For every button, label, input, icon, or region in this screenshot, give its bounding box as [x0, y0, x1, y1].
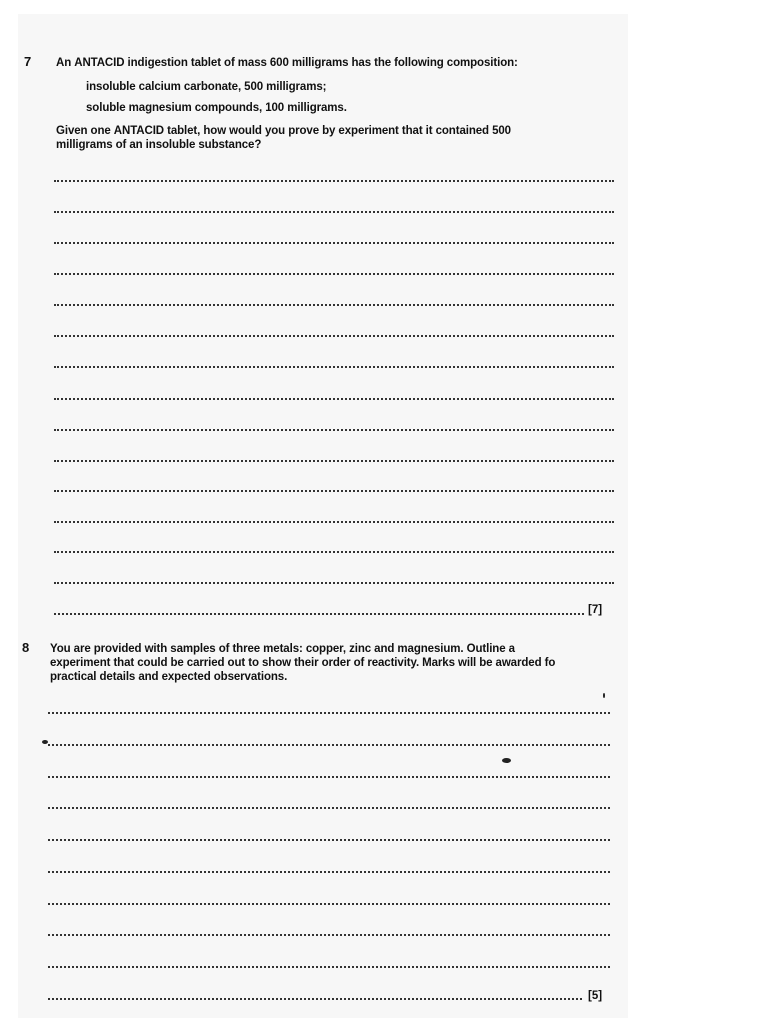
answer-line [54, 460, 614, 462]
answer-line [54, 582, 614, 584]
question-7-prompt [56, 124, 616, 138]
ink-speck [603, 693, 605, 698]
question-7-number: 7 [24, 54, 32, 69]
answer-line [54, 490, 614, 492]
answer-line [54, 551, 614, 553]
answer-line [48, 807, 610, 809]
answer-line [54, 304, 614, 306]
question-8-line-2: experiment that could be carried out to show their order of reactivity. Marks will be awarded fo [50, 657, 556, 669]
answer-line [48, 871, 610, 873]
composition-line-2: soluble magnesium compounds, 100 milligrams. [86, 102, 347, 114]
answer-line [54, 242, 614, 244]
answer-line [54, 429, 614, 431]
answer-line [54, 335, 614, 337]
answer-line [48, 776, 610, 778]
answer-line [48, 934, 610, 936]
question-8-line-1: You are provided with samples of three metals: copper, zinc and magnesium. Outline a [50, 643, 515, 655]
composition-line-1: insoluble calcium carbonate, 500 milligrams; [86, 81, 327, 93]
ink-speck [42, 740, 48, 744]
question-7-prompt-line-2: milligrams of an insoluble substance? [56, 139, 262, 151]
answer-line [54, 521, 614, 523]
question-7-prompt-end: tablet, how would you prove by experiment that it contained 500 [164, 125, 511, 137]
answer-line [54, 613, 584, 615]
answer-line [54, 273, 614, 275]
answer-line [54, 398, 614, 400]
question-7-intro-start: An [56, 57, 75, 69]
answer-line [48, 903, 610, 905]
answer-line [48, 998, 582, 1000]
question-7-prompt-start: Given one [56, 125, 114, 137]
scanned-paper-area [18, 14, 628, 1018]
answer-line [48, 744, 610, 746]
answer-line [48, 712, 610, 714]
question-8-number: 8 [22, 640, 30, 655]
question-7-intro-keyword: ANTACID [74, 57, 125, 69]
answer-line [54, 366, 614, 368]
answer-line [54, 180, 614, 182]
question-8-line-3: practical details and expected observations. [50, 671, 288, 683]
question-7-intro [56, 56, 518, 70]
answer-line [54, 211, 614, 213]
ink-speck [502, 758, 511, 763]
question-7-intro-end: indigestion tablet of mass 600 milligrams has the following composition: [124, 57, 518, 69]
question-7-prompt-keyword: ANTACID [113, 125, 164, 137]
question-7-marks: [7] [588, 604, 603, 616]
answer-line [48, 839, 610, 841]
question-8-marks: [5] [588, 990, 603, 1002]
answer-line [48, 966, 610, 968]
